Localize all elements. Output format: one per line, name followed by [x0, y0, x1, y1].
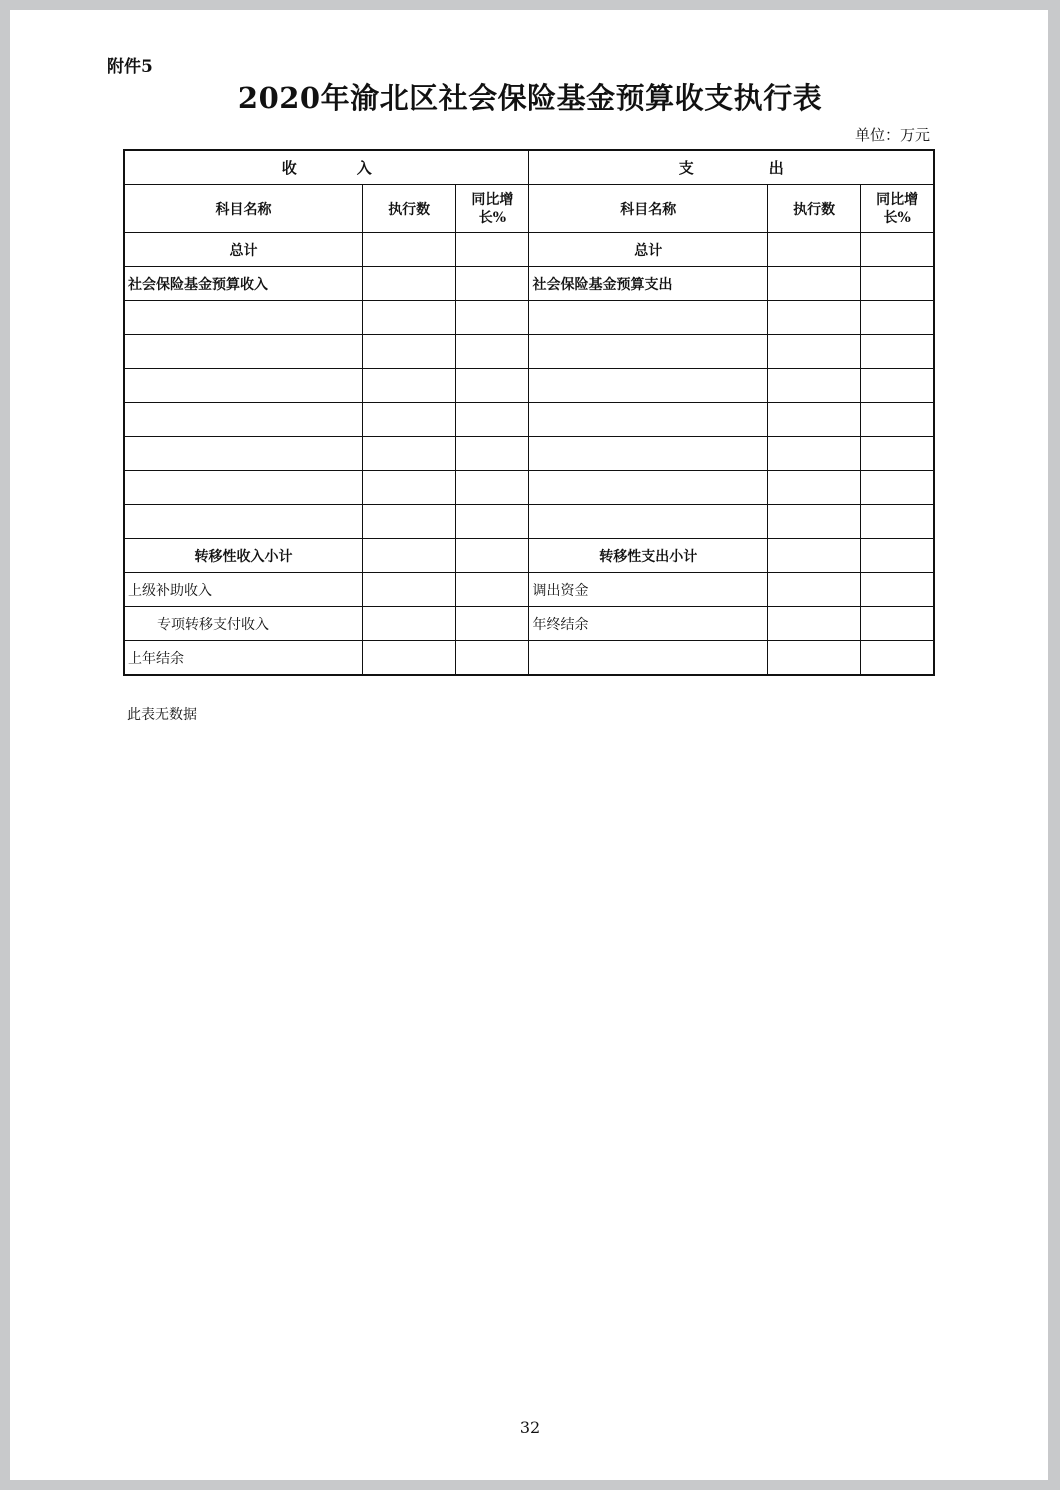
expense-yoy-cell	[861, 369, 934, 403]
expense-yoy-cell	[861, 403, 934, 437]
document-page	[10, 10, 1048, 1480]
income-executed-cell	[363, 369, 456, 403]
income-yoy-cell	[456, 267, 529, 301]
income-header: 收 入	[124, 150, 529, 185]
expense-subject-cell	[529, 301, 768, 335]
income-yoy-cell	[456, 539, 529, 573]
table-row	[124, 437, 934, 471]
income-yoy-cell	[456, 437, 529, 471]
expense-header: 支 出	[529, 150, 934, 185]
income-subject-cell: 总计	[124, 233, 363, 267]
income-subject-header: 科目名称	[124, 185, 363, 233]
unit-label: 单位：万元	[854, 126, 930, 144]
expense-executed-cell	[768, 369, 861, 403]
income-executed-cell	[363, 505, 456, 539]
expense-subject-cell	[529, 505, 768, 539]
expense-yoy-cell	[861, 539, 934, 573]
income-executed-cell	[363, 437, 456, 471]
table-row	[124, 607, 934, 641]
income-executed-cell	[363, 641, 456, 676]
income-yoy-cell	[456, 607, 529, 641]
expense-executed-cell	[768, 437, 861, 471]
section-header-row	[124, 150, 934, 185]
expense-subject-cell	[529, 437, 768, 471]
income-subject-cell	[124, 471, 363, 505]
expense-yoy-cell	[861, 641, 934, 676]
table-row	[124, 573, 934, 607]
income-yoy-cell	[456, 505, 529, 539]
expense-subject-header: 科目名称	[529, 185, 768, 233]
annex-label: 附件5	[107, 57, 153, 77]
expense-executed-cell	[768, 573, 861, 607]
income-subject-cell	[124, 403, 363, 437]
expense-subject-cell	[529, 335, 768, 369]
income-executed-cell	[363, 267, 456, 301]
income-yoy-cell	[456, 369, 529, 403]
table-row	[124, 267, 934, 301]
income-yoy-cell	[456, 641, 529, 676]
income-subject-cell	[124, 335, 363, 369]
expense-subject-cell: 转移性支出小计	[529, 539, 768, 573]
budget-table	[123, 149, 935, 676]
table-row	[124, 301, 934, 335]
table-row	[124, 369, 934, 403]
income-subject-cell	[124, 505, 363, 539]
expense-executed-cell	[768, 335, 861, 369]
income-subject-cell	[124, 437, 363, 471]
column-header-row	[124, 185, 934, 233]
income-executed-cell	[363, 539, 456, 573]
table-row	[124, 641, 934, 676]
table-row	[124, 335, 934, 369]
income-subject-cell: 转移性收入小计	[124, 539, 363, 573]
income-subject-cell: 社会保险基金预算收入	[124, 267, 363, 301]
income-subject-cell	[124, 301, 363, 335]
income-executed-cell	[363, 335, 456, 369]
page-title: 2020年渝北区社会保险基金预算收支执行表	[237, 81, 823, 115]
income-yoy-cell	[456, 471, 529, 505]
income-yoy-cell	[456, 335, 529, 369]
income-executed-cell	[363, 607, 456, 641]
expense-executed-cell	[768, 267, 861, 301]
expense-executed-cell	[768, 607, 861, 641]
expense-yoy-cell	[861, 301, 934, 335]
expense-subject-cell	[529, 471, 768, 505]
income-executed-cell	[363, 233, 456, 267]
expense-subject-cell	[529, 369, 768, 403]
table-row	[124, 539, 934, 573]
table-row	[124, 403, 934, 437]
expense-yoy-cell	[861, 607, 934, 641]
income-yoy-cell	[456, 301, 529, 335]
income-executed-cell	[363, 301, 456, 335]
income-subject-cell: 专项转移支付收入	[124, 607, 363, 641]
expense-subject-cell	[529, 641, 768, 676]
table-note: 此表无数据	[127, 707, 197, 723]
expense-yoy-cell	[861, 437, 934, 471]
income-subject-cell: 上年结余	[124, 641, 363, 676]
expense-subject-cell: 调出资金	[529, 573, 768, 607]
expense-executed-cell	[768, 539, 861, 573]
expense-yoy-cell	[861, 471, 934, 505]
expense-yoy-cell	[861, 573, 934, 607]
income-yoy-cell	[456, 573, 529, 607]
expense-executed-cell	[768, 505, 861, 539]
income-executed-header: 执行数	[363, 185, 456, 233]
table-row	[124, 471, 934, 505]
income-subject-cell: 上级补助收入	[124, 573, 363, 607]
table-row	[124, 233, 934, 267]
expense-executed-cell	[768, 233, 861, 267]
expense-executed-cell	[768, 403, 861, 437]
expense-subject-cell: 年终结余	[529, 607, 768, 641]
expense-yoy-cell	[861, 505, 934, 539]
expense-executed-header: 执行数	[768, 185, 861, 233]
income-executed-cell	[363, 403, 456, 437]
expense-executed-cell	[768, 641, 861, 676]
income-executed-cell	[363, 573, 456, 607]
income-yoy-header: 同比增长%	[456, 185, 529, 233]
expense-yoy-header: 同比增长%	[861, 185, 934, 233]
expense-executed-cell	[768, 471, 861, 505]
expense-executed-cell	[768, 301, 861, 335]
income-yoy-cell	[456, 403, 529, 437]
expense-subject-cell: 总计	[529, 233, 768, 267]
income-executed-cell	[363, 471, 456, 505]
expense-yoy-cell	[861, 267, 934, 301]
income-subject-cell	[124, 369, 363, 403]
expense-yoy-cell	[861, 233, 934, 267]
income-yoy-cell	[456, 233, 529, 267]
expense-subject-cell	[529, 403, 768, 437]
expense-yoy-cell	[861, 335, 934, 369]
expense-subject-cell: 社会保险基金预算支出	[529, 267, 768, 301]
page-number: 32	[519, 1418, 541, 1437]
table-row	[124, 505, 934, 539]
